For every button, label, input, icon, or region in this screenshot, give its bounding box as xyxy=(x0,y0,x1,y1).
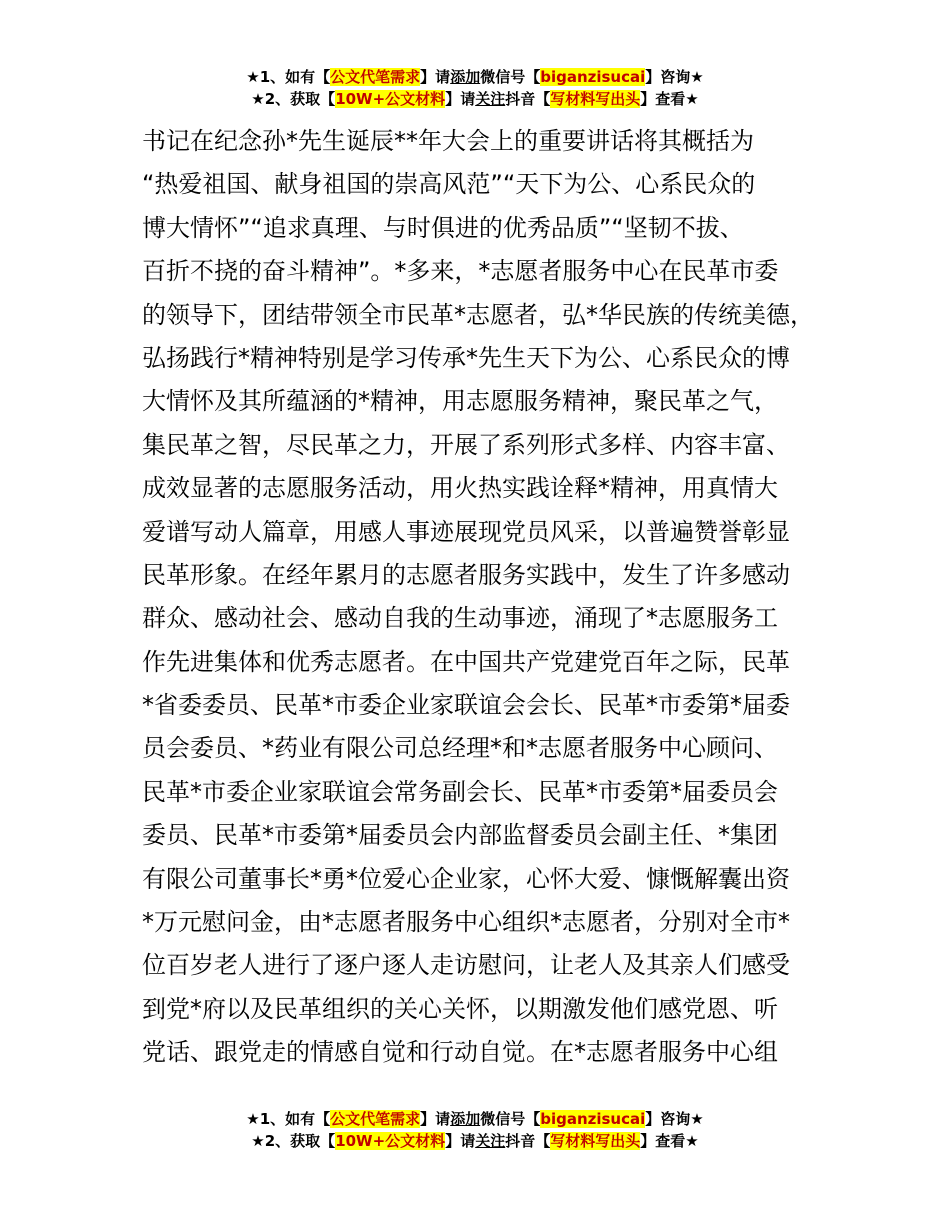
header-line-2-prefix: ★2、获取【 xyxy=(251,90,336,108)
footer-add-underlined: 添加 xyxy=(450,1110,481,1128)
footer-materials-highlight: 10W+公文材料 xyxy=(335,1132,446,1150)
footer-line-2-mid: 】请 xyxy=(445,1132,476,1150)
body-line: 的领导下，团结带领全市民革*志愿者，弘*华民族的传统美德， xyxy=(142,300,814,329)
body-line: “热爱祖国、献身祖国的崇高风范”“天下为公、心系民众的 xyxy=(142,170,756,199)
body-line: 民革*市委企业家联谊会常务副会长、民革*市委第*届委员会 xyxy=(142,777,778,806)
body-line: 委员、民革*市委第*届委员会内部监督委员会副主任、*集团 xyxy=(142,821,778,850)
footer-line-2-mid2: 抖音【 xyxy=(505,1132,551,1150)
body-line: *省委委员、民革*市委企业家联谊会会长、民革*市委第*届委 xyxy=(142,691,790,720)
body-line: *万元慰问金，由*志愿者服务中心组织*志愿者，分别对全市* xyxy=(142,908,790,937)
body-line: 成效显著的志愿服务活动，用火热实践诠释*精神，用真情大 xyxy=(142,474,778,503)
header-wechat-id: biganzisucai xyxy=(540,68,646,86)
footer-line-1-mid: 】请 xyxy=(420,1110,451,1128)
body-line: 书记在纪念孙*先生诞辰**年大会上的重要讲话将其概括为 xyxy=(142,127,754,155)
body-line: 大情怀及其所蕴涵的*精神，用志愿服务精神，聚民革之气， xyxy=(142,387,778,416)
body-line: 有限公司董事长*勇*位爱心企业家，心怀大爱、慷慨解囊出资 xyxy=(142,864,790,893)
document-body xyxy=(142,120,842,1075)
footer-line-2-prefix: ★2、获取【 xyxy=(251,1132,336,1150)
header-line-2 xyxy=(0,88,950,110)
footer-banner xyxy=(0,1108,950,1152)
body-line: 到党*府以及民革组织的关心关怀，以期激发他们感党恩、听 xyxy=(142,994,778,1023)
body-line: 位百岁老人进行了逐户逐人走访慰问，让老人及其亲人们感受 xyxy=(142,951,790,980)
header-line-1-prefix: ★1、如有【 xyxy=(246,68,331,86)
body-line: 党话、跟党走的情感自觉和行动自觉。在*志愿者服务中心组 xyxy=(142,1038,778,1067)
header-service-highlight: 公文代笔需求 xyxy=(330,68,421,86)
header-douyin-id: 写材料写出头 xyxy=(550,90,641,108)
header-follow-underlined: 关注 xyxy=(475,90,506,108)
footer-wechat-id: biganzisucai xyxy=(540,1110,646,1128)
footer-line-1-mid2: 微信号【 xyxy=(480,1110,541,1128)
footer-line-2 xyxy=(0,1130,950,1152)
footer-service-highlight: 公文代笔需求 xyxy=(330,1110,421,1128)
body-line: 集民革之智，尽民革之力，开展了系列形式多样、内容丰富、 xyxy=(142,430,790,459)
footer-line-2-suffix: 】查看★ xyxy=(640,1132,699,1150)
body-line: 民革形象。在经年累月的志愿者服务实践中，发生了许多感动 xyxy=(142,560,790,589)
header-materials-highlight: 10W+公文材料 xyxy=(335,90,446,108)
header-banner xyxy=(0,66,950,110)
header-line-1-mid: 】请 xyxy=(420,68,451,86)
footer-line-1 xyxy=(0,1108,950,1130)
footer-douyin-id: 写材料写出头 xyxy=(550,1132,641,1150)
header-line-2-mid2: 抖音【 xyxy=(505,90,551,108)
header-line-1-suffix: 】咨询★ xyxy=(645,68,704,86)
header-line-1-mid2: 微信号【 xyxy=(480,68,541,86)
footer-line-1-suffix: 】咨询★ xyxy=(645,1110,704,1128)
footer-follow-underlined: 关注 xyxy=(475,1132,506,1150)
body-line: 群众、感动社会、感动自我的生动事迹，涌现了*志愿服务工 xyxy=(142,604,778,633)
header-line-2-mid: 】请 xyxy=(445,90,476,108)
body-line: 博大情怀”“追求真理、与时俱进的优秀品质”“坚韧不拔、 xyxy=(142,213,744,242)
body-line: 作先进集体和优秀志愿者。在中国共产党建党百年之际，民革 xyxy=(142,647,790,676)
header-line-1 xyxy=(0,66,950,88)
body-line: 弘扬践行*精神特别是学习传承*先生天下为公、心系民众的博 xyxy=(142,343,790,372)
header-add-underlined: 添加 xyxy=(450,68,481,86)
body-line: 百折不挠的奋斗精神”。*多来，*志愿者服务中心在民革市委 xyxy=(142,257,779,286)
body-line: 员会委员、*药业有限公司总经理*和*志愿者服务中心顾问、 xyxy=(142,734,778,763)
header-line-2-suffix: 】查看★ xyxy=(640,90,699,108)
footer-line-1-prefix: ★1、如有【 xyxy=(246,1110,331,1128)
body-line: 爱谱写动人篇章，用感人事迹展现党员风采，以普遍赞誉彰显 xyxy=(142,517,790,546)
